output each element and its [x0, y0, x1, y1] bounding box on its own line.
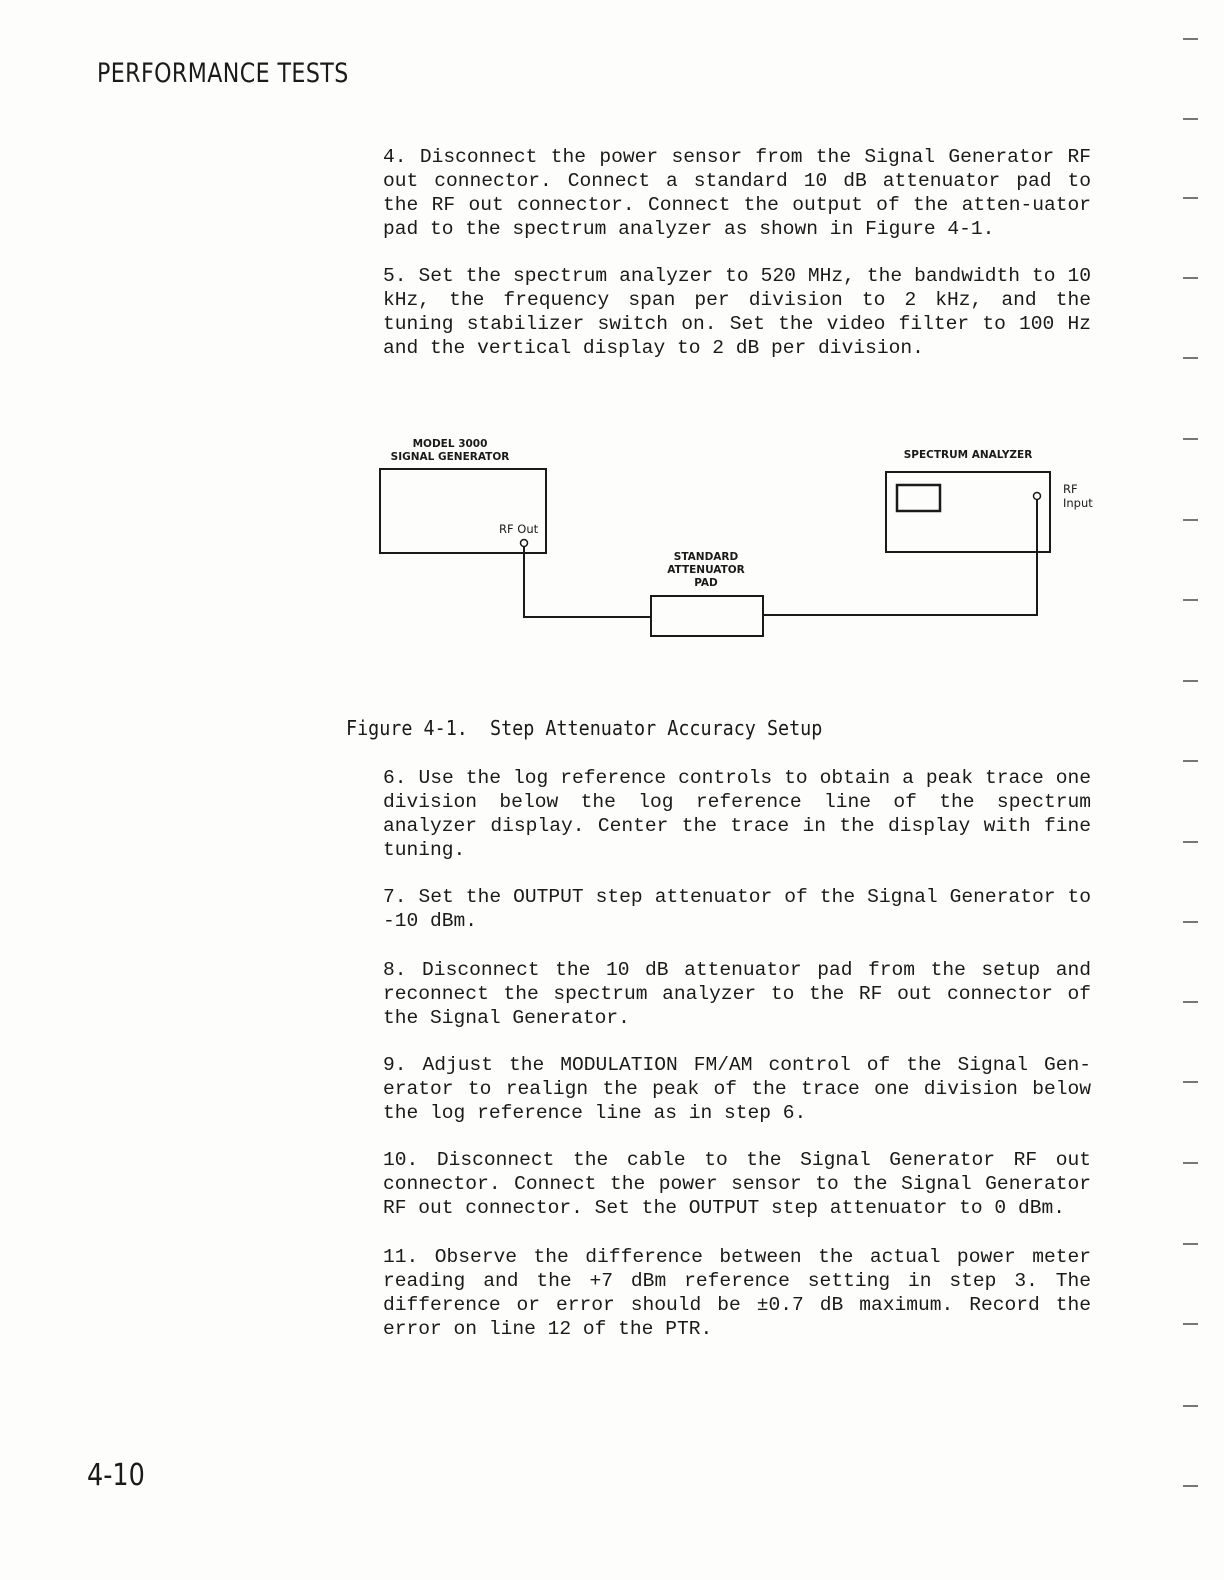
pad-label-line2: ATTENUATOR	[667, 564, 745, 576]
generator-port-label: RF Out	[499, 522, 539, 536]
step-11-text: 11. Observe the difference between the actual power meter reading and the +7 dBm reference setting in step 3. The difference or error should be ±0.7 dB maximum. Record the error on line 12 of the PTR.	[383, 1246, 1091, 1340]
page-number: 4-10	[87, 1458, 145, 1493]
step-5-block	[383, 264, 1091, 360]
analyzer-port-label-1: RF	[1063, 482, 1078, 496]
rf-out-connector	[521, 540, 528, 547]
step-9-text: 9. Adjust the MODULATION FM/AM control of the Signal Gen-erator to realign the peak of the trace one division below the log reference line as in step 6.	[383, 1054, 1091, 1124]
rf-input-connector	[1034, 493, 1041, 500]
pad-label-line3: PAD	[694, 577, 718, 589]
analyzer-port-label-2: Input	[1063, 496, 1093, 510]
step-9-block	[383, 1053, 1091, 1125]
step-7-text: 7. Set the OUTPUT step attenuator of the Signal Generator to -10 dBm.	[383, 886, 1091, 932]
setup-diagram	[370, 430, 1110, 650]
cable-pad-to-analyzer	[763, 500, 1037, 615]
step-4-block	[383, 145, 1091, 241]
attenuator-pad-box	[651, 596, 763, 636]
step-5-text: 5. Set the spectrum analyzer to 520 MHz, the bandwidth to 10 kHz, the frequency span per division to 2 kHz, and the tuning stabilizer switch on. Set the video filter to 100 Hz and the vertical display to 2 dB per division.	[383, 265, 1091, 359]
cable-generator-to-pad	[524, 547, 651, 617]
step-4-text: 4. Disconnect the power sensor from the Signal Generator RF out connector. Connect a standard 10 dB attenuator pad to the RF out connector. Connect the output of the atten-uator pad to the spectrum analyzer as shown in Figure 4-1.	[383, 146, 1091, 240]
step-7-block	[383, 885, 1091, 933]
step-10-text: 10. Disconnect the cable to the Signal Generator RF out connector. Connect the power sensor to the Signal Generator RF out connector. Set the OUTPUT step attenuator to 0 dBm.	[383, 1149, 1091, 1219]
generator-label-line1: MODEL 3000	[412, 438, 488, 450]
generator-label-line2: SIGNAL GENERATOR	[390, 451, 510, 463]
pad-label-line1: STANDARD	[673, 551, 739, 563]
figure-caption: Figure 4-1. Step Attenuator Accuracy Setup	[346, 716, 823, 740]
section-title: PERFORMANCE TESTS	[97, 58, 349, 89]
analyzer-screen	[897, 485, 940, 511]
step-8-text: 8. Disconnect the 10 dB attenuator pad from the setup and reconnect the spectrum analyzer to the RF out connector of the Signal Generator.	[383, 959, 1091, 1029]
step-8-block	[383, 958, 1091, 1030]
step-6-text: 6. Use the log reference controls to obtain a peak trace one division below the log reference line of the spectrum analyzer display. Center the trace in the display with fine tuning.	[383, 767, 1091, 861]
step-10-block	[383, 1148, 1091, 1220]
step-6-block	[383, 766, 1091, 862]
analyzer-label: SPECTRUM ANALYZER	[903, 449, 1033, 461]
step-11-block	[383, 1245, 1091, 1341]
